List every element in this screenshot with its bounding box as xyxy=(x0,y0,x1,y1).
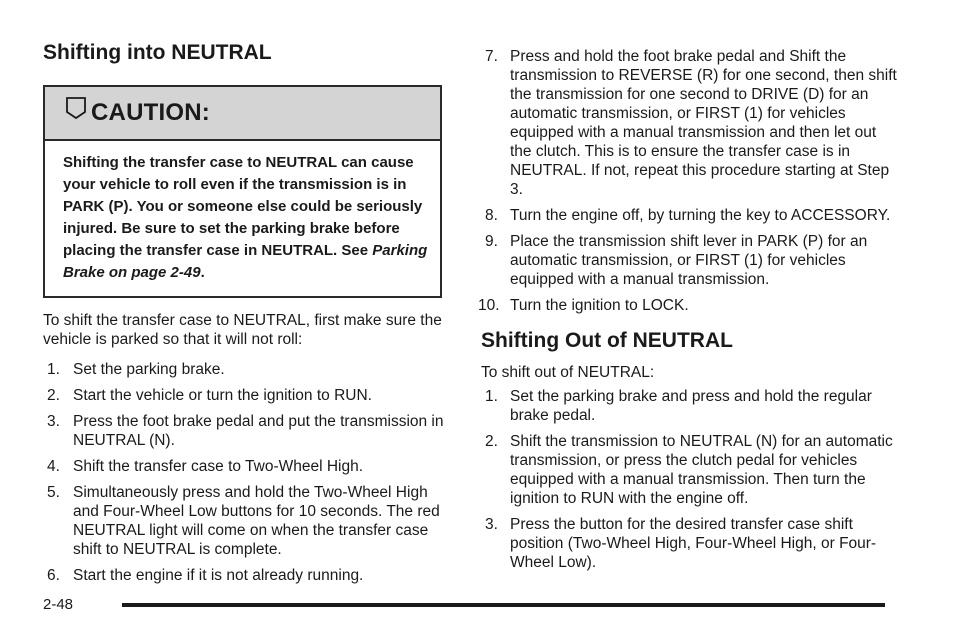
caution-sign-icon xyxy=(65,96,87,125)
step-number: 3. xyxy=(485,516,498,533)
caution-title: CAUTION: xyxy=(91,99,210,126)
step-number: 7. xyxy=(485,48,498,65)
step-number: 3. xyxy=(47,413,60,430)
list-item xyxy=(481,432,901,508)
step-number: 1. xyxy=(47,361,60,378)
step-text: Turn the engine off, by turning the key to ACCESSORY. xyxy=(510,207,891,224)
list-item xyxy=(43,386,448,405)
caution-box xyxy=(43,85,442,298)
neutral-steps-continued xyxy=(478,47,901,315)
subsection-heading: Shifting Out of NEUTRAL xyxy=(481,329,733,352)
neutral-steps-list xyxy=(43,360,448,585)
step-number: 4. xyxy=(47,458,60,475)
step-text: Shift the transmission to NEUTRAL (N) for an automatic transmission, or press the clutch pedal for vehicles equipped with a manual transmission. Then turn the ignition to RUN with the engine off. xyxy=(510,433,893,507)
step-text: Shift the transfer case to Two-Wheel High. xyxy=(73,458,364,475)
list-item xyxy=(481,387,901,425)
intro-paragraph: To shift the transfer case to NEUTRAL, first make sure the vehicle is parked so that it will not roll: xyxy=(43,312,442,348)
step-text: Simultaneously press and hold the Two-Wheel High and Four-Wheel Low buttons for 10 seconds. The red NEUTRAL light will come on when the transfer case shift to NEUTRAL is complete. xyxy=(73,484,440,558)
step-text: Set the parking brake and press and hold the regular brake pedal. xyxy=(510,388,872,424)
caution-body xyxy=(45,141,440,296)
caution-header xyxy=(45,87,440,141)
step-number: 8. xyxy=(485,207,498,224)
page-number: 2-48 xyxy=(43,596,74,613)
section-heading: Shifting into NEUTRAL xyxy=(43,41,272,64)
step-text: Press and hold the foot brake pedal and Shift the transmission to REVERSE (R) for one second, then shift the transmission for one second to DRIVE (D) for an automatic transmission, or FIRST (1) for vehicles equipped with a manual transmission and then let out the clutch. This is to ensure the transfer case is in NEUTRAL. If not, repeat this procedure starting at Step 3. xyxy=(510,48,897,198)
caution-reference-link[interactable]: Parking Brake on page 2-49 xyxy=(63,242,428,281)
step-number: 6. xyxy=(47,567,60,584)
caution-text: Shifting the transfer case to NEUTRAL can cause your vehicle to roll even if the transmission is in PARK (P). You or someone else could be seriously injured. Be sure to set the parking brake before placing the transfer case in NEUTRAL. See xyxy=(63,154,423,259)
list-item xyxy=(43,360,448,379)
list-item xyxy=(43,483,448,559)
caution-end: . xyxy=(200,264,205,281)
step-number: 10. xyxy=(478,297,500,314)
list-item xyxy=(478,296,901,315)
step-number: 1. xyxy=(485,388,498,405)
out-intro-paragraph: To shift out of NEUTRAL: xyxy=(481,364,655,381)
step-number: 2. xyxy=(47,387,60,404)
step-text: Place the transmission shift lever in PARK (P) for an automatic transmission, or FIRST (1) for vehicles equipped with a manual transmission. xyxy=(510,233,868,288)
list-item xyxy=(481,232,901,289)
step-text: Start the engine if it is not already running. xyxy=(73,567,364,584)
step-text: Start the vehicle or turn the ignition to RUN. xyxy=(73,387,372,404)
footer-rule xyxy=(122,603,885,607)
step-text: Press the foot brake pedal and put the transmission in NEUTRAL (N). xyxy=(73,413,444,449)
right-column xyxy=(478,47,901,579)
list-item xyxy=(481,206,901,225)
list-item xyxy=(481,47,901,199)
list-item xyxy=(43,566,448,585)
list-item xyxy=(43,457,448,476)
list-item xyxy=(481,515,901,572)
step-text: Turn the ignition to LOCK. xyxy=(510,297,689,314)
step-text: Press the button for the desired transfer case shift position (Two-Wheel High, Four-Wheel High, or Four-Wheel Low). xyxy=(510,516,877,571)
left-column xyxy=(43,40,448,592)
step-number: 2. xyxy=(485,433,498,450)
out-of-neutral-steps-list xyxy=(481,387,901,572)
step-text: Set the parking brake. xyxy=(73,361,225,378)
step-number: 5. xyxy=(47,484,60,501)
list-item xyxy=(43,412,448,450)
step-number: 9. xyxy=(485,233,498,250)
